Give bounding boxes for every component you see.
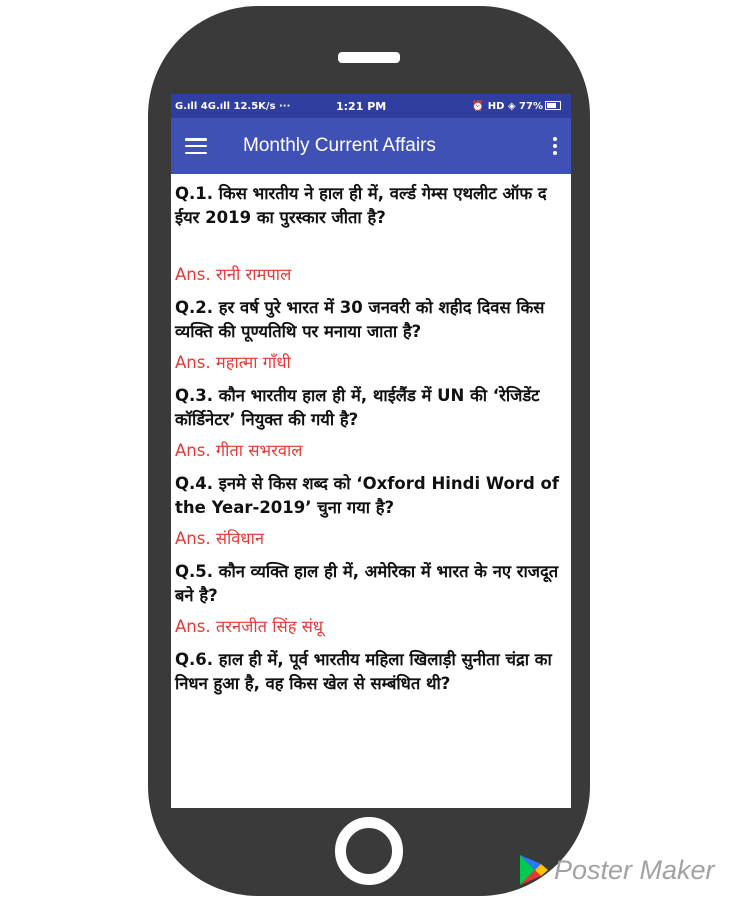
signal-status: G.ıll 4G.ıll 12.5K/s ··· (175, 100, 291, 112)
watermark (516, 852, 715, 888)
question-6: Q.6. हाल ही में, पूर्व भारतीय महिला खिलाड़ी सुनीता चंद्रा का निधन हुआ है, वह किस खेल से सम्बंधित थी? (175, 650, 552, 693)
app-bar (171, 118, 571, 174)
more-vertical-icon[interactable] (553, 137, 557, 155)
answer-2: Ans. महात्मा गाँधी (175, 353, 291, 372)
answer-3: Ans. गीता सभरवाल (175, 441, 303, 460)
question-1: Q.1. किस भारतीय ने हाल ही में, वर्ल्ड गेम्स एथलीट ऑफ द ईयर 2019 का पुरस्कार जीता है? (175, 184, 547, 227)
question-5: Q.5. कौन व्यक्ति हाल ही में, अमेरिका में भारत के नए राजदूत बने है? (175, 562, 559, 605)
battery-text: ⏰ HD ◈ 77% (471, 100, 543, 112)
question-2: Q.2. हर वर्ष पुरे भारत में 30 जनवरी को शहीद दिवस किस व्यक्ति की पूण्यतिथि पर मनाया जाता है? (175, 298, 545, 341)
answer-4: Ans. संविधान (175, 529, 265, 548)
qa-list[interactable] (171, 174, 571, 696)
watermark-text: Poster Maker (554, 854, 715, 885)
app-title: Monthly Current Affairs (243, 135, 436, 156)
battery-status (472, 101, 561, 112)
question-3: Q.3. कौन भारतीय हाल ही में, थाईलैंड में UN की ‘रेजिडेंट कॉर्डिनेटर’ नियुक्त की गयी है? (175, 386, 540, 429)
status-bar (171, 94, 571, 118)
phone-speaker (338, 52, 400, 63)
answer-5: Ans. तरनजीत सिंह संधू (175, 617, 324, 636)
phone-screen (171, 94, 571, 808)
answer-1: Ans. रानी रामपाल (175, 265, 292, 284)
status-time: 1:21 PM (336, 99, 387, 113)
battery-icon (545, 101, 561, 110)
hamburger-menu-icon[interactable] (185, 138, 207, 154)
home-button[interactable] (335, 817, 403, 885)
question-4: Q.4. इनमे से किस शब्द को ‘Oxford Hindi Word of the Year-2019’ चुना गया है? (175, 474, 560, 517)
play-store-icon (516, 853, 550, 887)
